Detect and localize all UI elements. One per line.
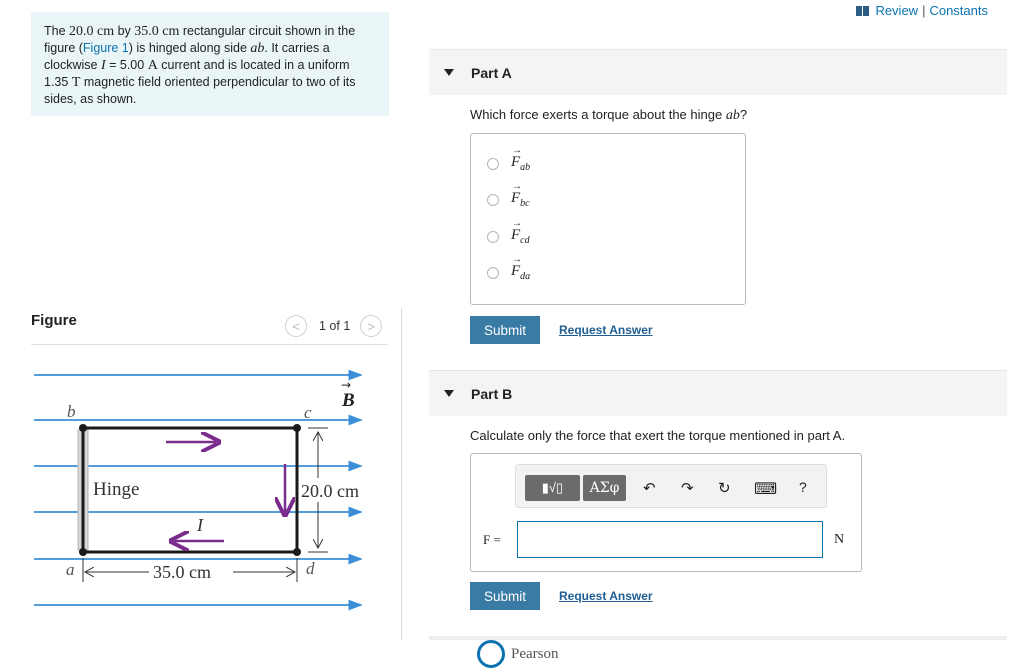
pearson-logo-icon	[477, 640, 505, 668]
greek-symbols-button[interactable]: ΑΣφ	[583, 475, 626, 501]
radio-button[interactable]	[487, 158, 499, 170]
label-d: d	[306, 559, 315, 578]
label-hinge: Hinge	[93, 479, 140, 500]
problem-field-unit: T	[71, 75, 81, 90]
input-label: F =	[483, 532, 501, 547]
pearson-footer	[477, 640, 559, 668]
review-link[interactable]: Review	[875, 3, 919, 18]
choice-fab[interactable]	[487, 145, 531, 173]
label-b: b	[67, 402, 76, 421]
corner-b	[79, 424, 87, 432]
radio-button[interactable]	[487, 231, 499, 243]
choice-fda[interactable]	[487, 254, 531, 282]
question-var: ab	[725, 108, 740, 123]
question-text: ?	[739, 107, 748, 122]
book-icon	[856, 6, 869, 16]
choice-label: → $F_{da}$	[511, 254, 531, 282]
label-a: a	[66, 560, 75, 579]
problem-dim-width: 35.0 cm	[134, 24, 180, 39]
choice-label: → $F_{ab}$	[511, 145, 531, 173]
label-current: I	[197, 515, 203, 535]
separator: |	[922, 3, 926, 18]
help-icon[interactable]: ?	[799, 479, 807, 495]
part-a-choices	[470, 133, 746, 305]
label-field: B	[342, 390, 355, 411]
next-figure-button[interactable]	[360, 315, 382, 337]
constants-link[interactable]: Constants	[929, 3, 988, 18]
part-a-header[interactable]	[429, 49, 1007, 95]
math-toolbar	[515, 464, 827, 508]
problem-text: rectangular circuit shown in the figure (	[44, 24, 356, 55]
collapse-triangle-icon	[444, 390, 454, 397]
templates-button[interactable]: ▮√▯	[525, 475, 580, 501]
corner-c	[293, 424, 301, 432]
review-constants-links	[856, 3, 988, 18]
undo-icon[interactable]: ↶	[643, 480, 656, 497]
force-answer-input[interactable]	[517, 521, 823, 558]
label-c: c	[304, 403, 312, 422]
part-b-title: Part B	[471, 385, 513, 402]
problem-text: ) is hinged along side	[128, 41, 251, 55]
prev-figure-button[interactable]	[285, 315, 307, 337]
column-divider	[401, 308, 402, 640]
problem-text: . It carries a clockwise	[44, 41, 330, 72]
problem-text: = 5.00	[105, 58, 148, 72]
part-b-submit-button[interactable]: Submit	[470, 582, 540, 610]
problem-text: by	[114, 24, 135, 38]
choice-label: → $F_{bc}$	[511, 181, 530, 209]
problem-current-unit: A	[147, 58, 158, 73]
problem-text: The	[44, 24, 70, 38]
radio-button[interactable]	[487, 267, 499, 279]
corner-a	[79, 548, 87, 556]
field-vector-arrow: →	[341, 378, 352, 392]
collapse-triangle-icon	[444, 69, 454, 76]
keyboard-icon[interactable]: ⌨	[754, 481, 778, 498]
part-a-question	[470, 107, 747, 124]
problem-statement	[31, 12, 389, 116]
figure-count: 1 of 1	[319, 319, 351, 333]
circuit-figure	[31, 360, 381, 620]
problem-current-var: I	[100, 58, 106, 73]
chevron-right-icon: >	[367, 318, 376, 334]
problem-side-var: ab	[250, 41, 265, 56]
question-text: Which force exerts a torque about the hinge	[470, 107, 726, 122]
divider	[31, 344, 388, 345]
corner-d	[293, 548, 301, 556]
figure-pager	[285, 315, 382, 337]
chevron-left-icon: <	[292, 318, 300, 334]
part-b-question: Calculate only the force that exert the torque mentioned in part A.	[470, 428, 846, 443]
part-b-header[interactable]	[429, 370, 1007, 416]
problem-dim-height: 20.0 cm	[69, 24, 115, 39]
part-b-request-answer-link[interactable]: Request Answer	[559, 589, 653, 603]
figure-link[interactable]: Figure 1	[82, 41, 129, 55]
unit-label: N	[834, 532, 845, 547]
choice-fbc[interactable]	[487, 181, 530, 209]
label-height: 20.0 cm	[301, 481, 359, 501]
part-a-request-answer-link[interactable]: Request Answer	[559, 323, 653, 337]
part-a-submit-button[interactable]: Submit	[470, 316, 540, 344]
choice-label: → $F_{cd}$	[511, 218, 530, 246]
redo-icon[interactable]: ↷	[681, 480, 694, 497]
radio-button[interactable]	[487, 194, 499, 206]
pearson-brand: Pearson	[511, 645, 559, 662]
label-width: 35.0 cm	[153, 562, 211, 582]
problem-text: magnetic field oriented perpendicular to two of its sides, as shown.	[44, 75, 356, 106]
part-b-answer-box	[470, 453, 862, 572]
choice-fcd[interactable]	[487, 218, 530, 246]
problem-text: current and is located in a uniform 1.35	[44, 58, 350, 89]
part-a-title: Part A	[471, 64, 512, 81]
figure-title: Figure	[31, 312, 77, 329]
reset-icon[interactable]: ↻	[718, 480, 731, 497]
